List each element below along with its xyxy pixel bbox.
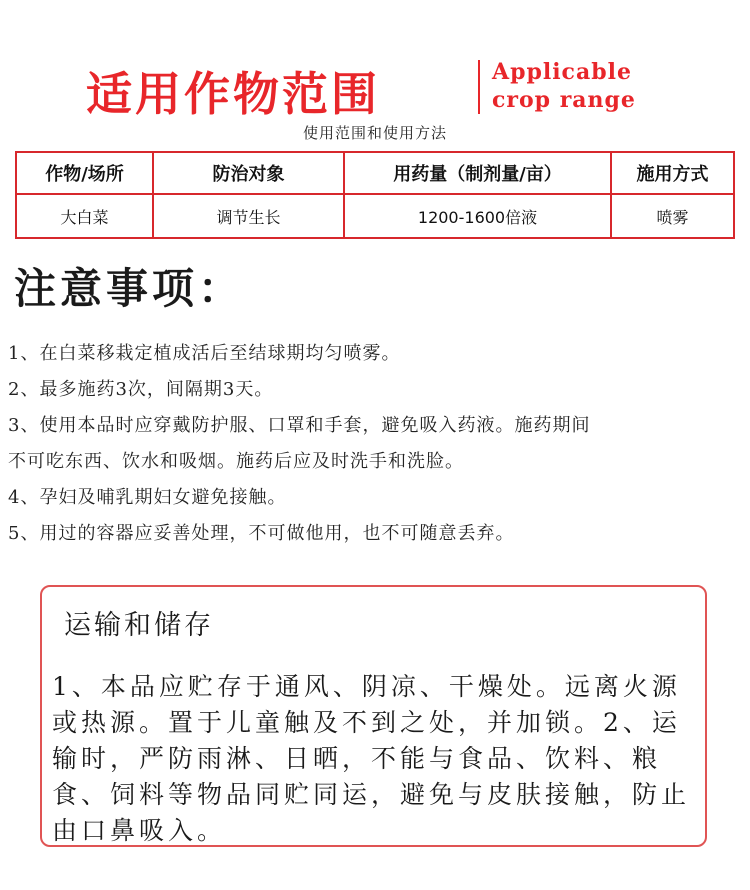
- table-cell-method: 喷雾: [611, 194, 734, 238]
- title-english: [492, 58, 662, 114]
- table-header-method: 施用方式: [611, 152, 734, 194]
- notice-title: 注意事项：: [14, 264, 245, 313]
- table-cell-crop: 大白菜: [16, 194, 153, 238]
- notice-item: 不可吃东西、饮水和吸烟。施药后应及时洗手和洗脸。: [8, 451, 464, 472]
- storage-text: 1、本品应贮存于通风、阴凉、干燥处。远离火源或热源。置于儿童触及不到之处，并加锁。2、运输时，严防雨淋、日晒，不能与食品、饮料、粮食、饲料等物品同贮同运，避免与皮肤接触，防止由口鼻吸入。: [52, 672, 691, 845]
- notice-item: 5、用过的容器应妥善处理，不可做他用，也不可随意丢弃。: [8, 523, 515, 544]
- storage-box: [40, 585, 707, 847]
- header: [0, 50, 750, 120]
- storage-title: 运输和储存: [64, 610, 214, 641]
- table-header-dosage: 用药量（制剂量/亩）: [344, 152, 611, 194]
- table-cell-dosage: 1200-1600倍液: [344, 194, 611, 238]
- table-row: [16, 194, 734, 238]
- notice-item: 3、使用本品时应穿戴防护服、口罩和手套，避免吸入药液。施药期间: [8, 415, 591, 436]
- notice-item: 2、最多施药3次，间隔期3天。: [8, 379, 274, 400]
- subtitle: 使用范围和使用方法: [302, 124, 447, 142]
- table-header-target: 防治对象: [153, 152, 344, 194]
- table-header-crop: 作物/场所: [16, 152, 153, 194]
- table-header-row: [16, 152, 734, 194]
- title-english-line2: crop range: [492, 87, 636, 113]
- notice-item: 4、孕妇及哺乳期妇女避免接触。: [8, 487, 287, 508]
- title-chinese: 适用作物范围: [86, 67, 380, 121]
- title-english-line1: Applicable: [492, 59, 632, 85]
- notice-item: 1、在白菜移栽定植成活后至结球期均匀喷雾。: [8, 343, 401, 364]
- notice-list: [8, 336, 748, 552]
- usage-table: [15, 151, 735, 239]
- table-cell-target: 调节生长: [153, 194, 344, 238]
- title-divider: [478, 60, 480, 114]
